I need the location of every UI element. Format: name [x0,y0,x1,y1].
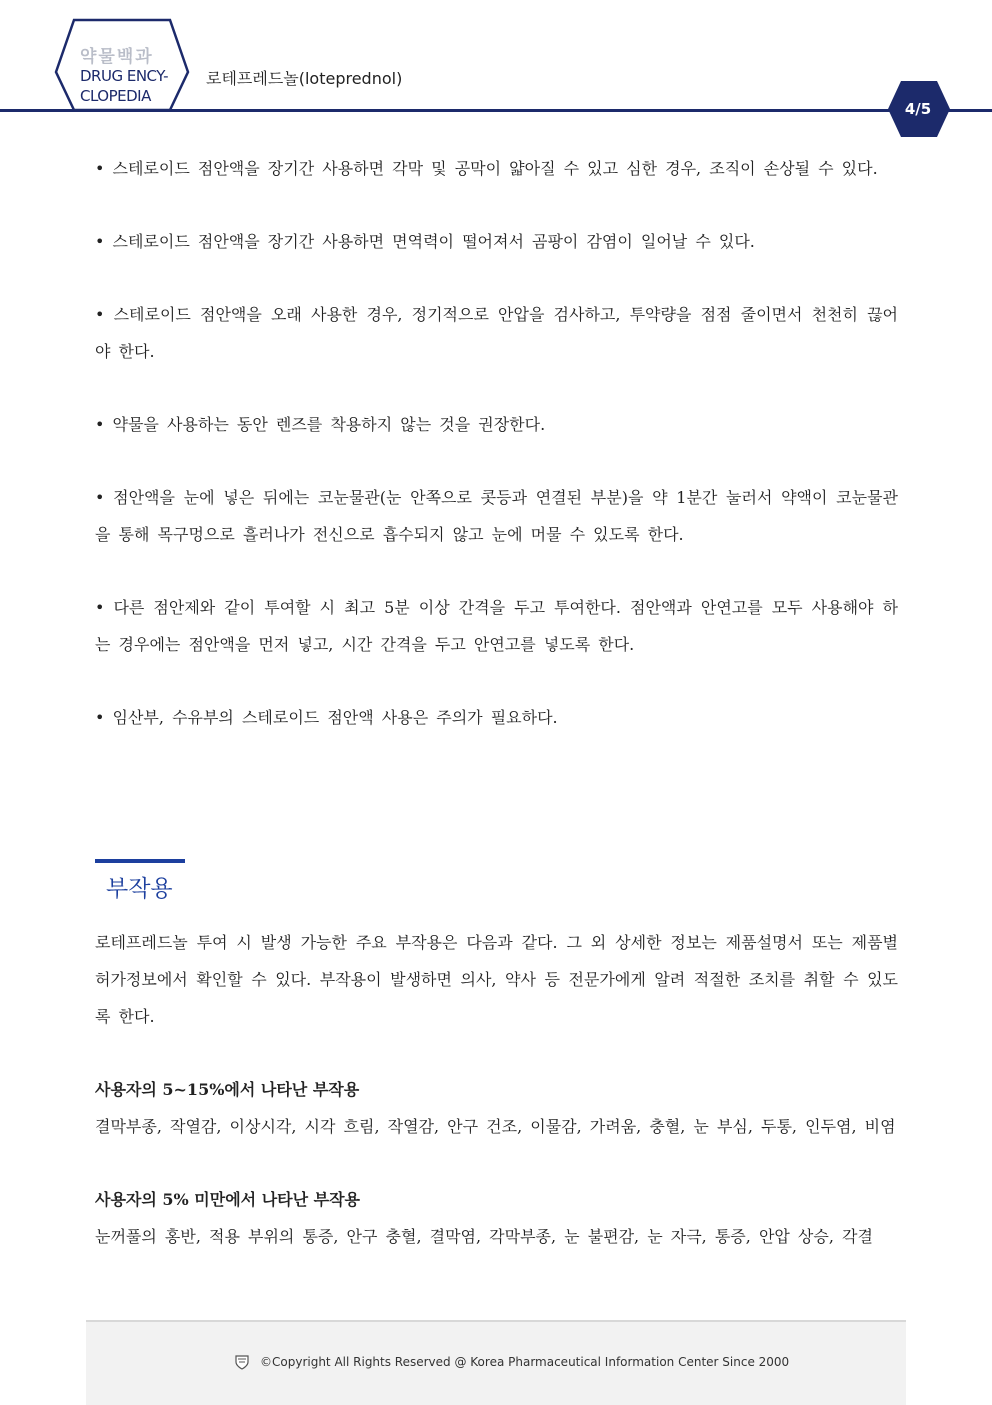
group2-text: 눈꺼풀의 홍반, 적용 부위의 통증, 안구 충혈, 결막염, 각막부종, 눈 불편감, 눈 자극, 통증, 안압 상승, 각결 [95,1227,873,1246]
copyright-text: ©Copyright All Rights Reserved @ Korea Pharmaceutical Information Center Since 2000 [260,1355,790,1369]
section-intro: 로테프레드놀 투여 시 발생 가능한 주요 부작용은 다음과 같다. 그 외 상세한 정보는 제품설명서 또는 제품별 허가정보에서 확인할 수 있다. 부작용이 발생하면 의사, 약사 등 전문가에게 알려 적절한 조치를 취할 수 있도록 한다. [95,933,898,1026]
logo-english-line2: CLOPEDIA [80,87,151,105]
crest-icon [234,1354,250,1370]
group1-text: 결막부종, 작열감, 이상시각, 시각 흐림, 작열감, 안구 건조, 이물감, 가려움, 충혈, 눈 부심, 두통, 인두염, 비염 [95,1117,896,1136]
bullet-item: • 스테로이드 점안액을 장기간 사용하면 면역력이 떨어져서 곰팡이 감염이 일어날 수 있다. [95,232,755,251]
group2-heading: 사용자의 5% 미만에서 나타난 부작용 [95,1190,361,1209]
precautions-list [95,150,898,736]
document-title: 로테프레드놀(loteprednol) [206,69,403,88]
logo-english-line1: DRUG ENCY- [80,67,169,85]
bullet-item: • 약물을 사용하는 동안 렌즈를 착용하지 않는 것을 권장한다. [95,415,546,434]
side-effects-section [95,924,898,1255]
bullet-item: • 점안액을 눈에 넣은 뒤에는 코눈물관(눈 안쪽으로 콧등과 연결된 부분)을 약 1분간 눌러서 약액이 코눈물관을 통해 목구멍으로 흘러나가 전신으로 흡수되지 않고 눈에 머물 수 있도록 한다. [95,488,898,544]
logo-korean-text: 약물백과 [80,47,154,67]
header-divider [0,109,992,112]
page-number: 4/5 [904,100,932,118]
bullet-item: • 스테로이드 점안액을 오래 사용한 경우, 정기적으로 안압을 검사하고, 투약량을 점점 줄이면서 천천히 끊어야 한다. [95,305,898,361]
bullet-item: • 다른 점안제와 같이 투여할 시 최고 5분 이상 간격을 두고 투여한다. 점안액과 안연고를 모두 사용해야 하는 경우에는 점안액을 먼저 넣고, 시간 간격을 두고 안연고를 넣도록 한다. [95,598,898,654]
bullet-item: • 임산부, 수유부의 스테로이드 점안액 사용은 주의가 필요하다. [95,708,558,727]
bullet-item: • 스테로이드 점안액을 장기간 사용하면 각막 및 공막이 얇아질 수 있고 심한 경우, 조직이 손상될 수 있다. [95,159,878,178]
page-footer [86,1320,906,1405]
group1-heading: 사용자의 5~15%에서 나타난 부작용 [95,1080,360,1099]
section-title: 부작용 [106,876,173,902]
section-accent-bar [95,859,185,863]
page-header [0,0,992,140]
